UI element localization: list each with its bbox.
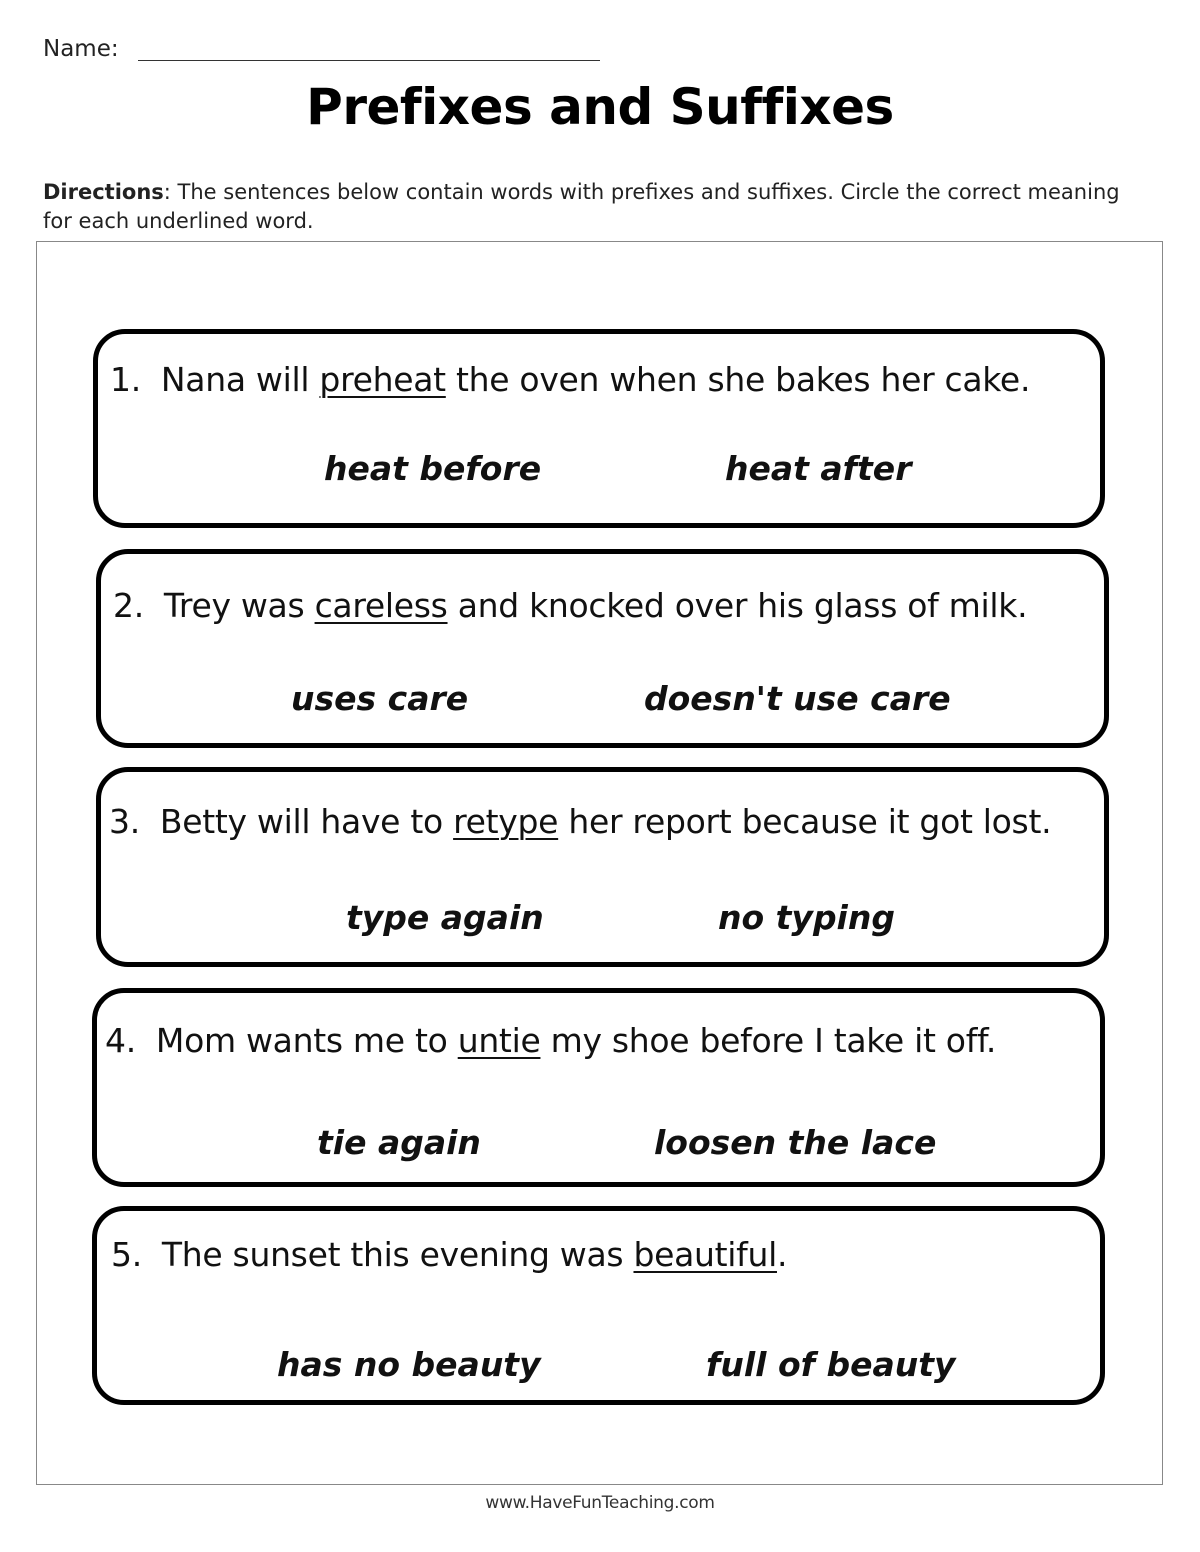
worksheet-title: Prefixes and Suffixes xyxy=(306,78,894,136)
question-number: 3. xyxy=(109,802,140,841)
question-sentence xyxy=(105,1021,996,1060)
sentence-text: and knocked over his glass of milk. xyxy=(447,586,1028,625)
question-box-2 xyxy=(96,549,1109,748)
footer-website: www.HaveFunTeaching.com xyxy=(485,1493,715,1513)
directions-text: : The sentences below contain words with prefixes and suffixes. Circle the correct meaning for each underlined word. xyxy=(43,180,1120,233)
sentence-text: . xyxy=(776,1235,788,1274)
question-box-1 xyxy=(93,329,1105,528)
sentence-text: my shoe before I take it off. xyxy=(540,1021,997,1060)
choice-a[interactable]: type again xyxy=(346,898,544,937)
question-sentence xyxy=(109,802,1051,841)
choice-a[interactable]: heat before xyxy=(324,449,542,488)
underlined-word: careless xyxy=(314,586,448,625)
question-sentence xyxy=(110,360,1030,399)
choice-a[interactable]: tie again xyxy=(317,1123,481,1162)
choice-b[interactable]: no typing xyxy=(718,898,895,937)
question-number: 4. xyxy=(105,1021,136,1060)
sentence-text: her report because it got lost. xyxy=(558,802,1052,841)
sentence-text: the oven when she bakes her cake. xyxy=(445,360,1031,399)
underlined-word: untie xyxy=(457,1021,541,1060)
choice-b[interactable]: heat after xyxy=(725,449,912,488)
question-sentence xyxy=(113,586,1027,625)
question-box-3 xyxy=(96,767,1109,967)
choice-a[interactable]: uses care xyxy=(291,679,469,718)
sentence-text: Betty will have to xyxy=(159,802,454,841)
directions xyxy=(43,178,1153,236)
sentence-text: Mom wants me to xyxy=(155,1021,458,1060)
choice-a[interactable]: has no beauty xyxy=(277,1345,541,1384)
question-number: 5. xyxy=(111,1235,142,1274)
sentence-text: The sunset this evening was xyxy=(161,1235,634,1274)
choice-b[interactable]: loosen the lace xyxy=(654,1123,937,1162)
question-sentence xyxy=(111,1235,787,1274)
sentence-text: Trey was xyxy=(163,586,315,625)
name-label: Name: xyxy=(43,36,119,62)
underlined-word: retype xyxy=(453,802,559,841)
question-number: 2. xyxy=(113,586,144,625)
question-box-5 xyxy=(92,1206,1105,1405)
underlined-word: preheat xyxy=(319,360,446,399)
choice-b[interactable]: full of beauty xyxy=(706,1345,956,1384)
underlined-word: beautiful xyxy=(633,1235,777,1274)
sentence-text: Nana will xyxy=(160,360,320,399)
question-box-4 xyxy=(92,988,1105,1187)
name-write-line[interactable] xyxy=(138,60,600,61)
directions-label: Directions xyxy=(43,180,164,204)
question-number: 1. xyxy=(110,360,141,399)
choice-b[interactable]: doesn't use care xyxy=(644,679,951,718)
